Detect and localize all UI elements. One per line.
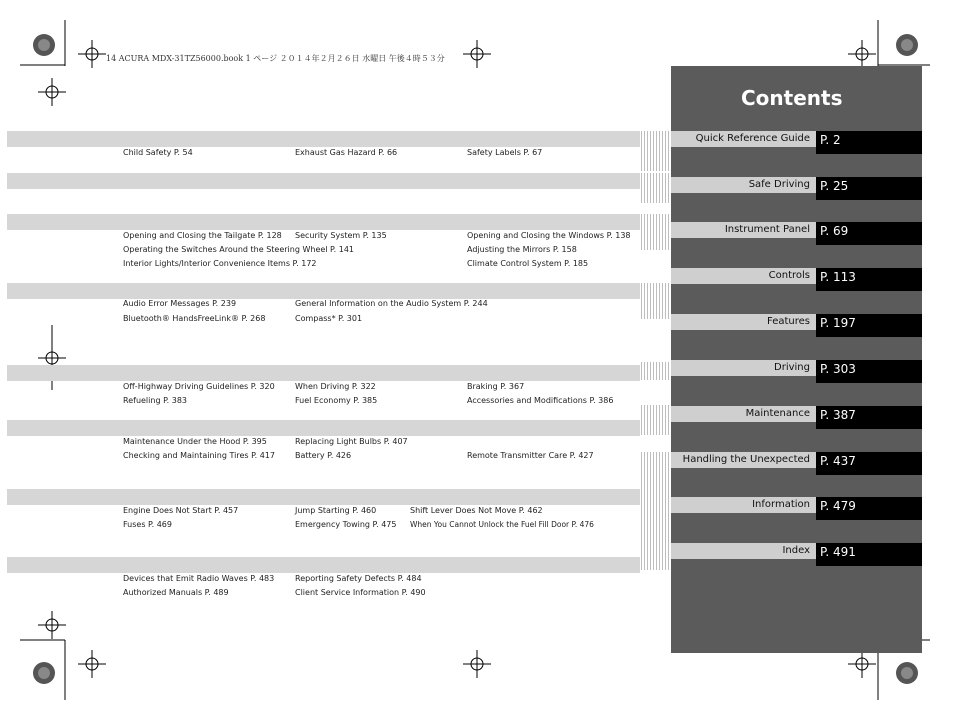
tab-information[interactable] [671, 497, 922, 520]
toc-link[interactable]: When Driving P. 322 [295, 382, 376, 391]
file-header: 14 ACURA MDX-31TZ56000.book 1 ページ ２０１４年２月２６日 水曜日 午後４時５３分 [106, 54, 445, 63]
connector [641, 405, 671, 435]
tab-page: P. 491 [816, 543, 922, 566]
toc-link[interactable]: Battery P. 426 [295, 451, 352, 460]
toc-link[interactable]: Exhaust Gas Hazard P. 66 [295, 148, 398, 157]
tab-handling-the-unexpected[interactable] [671, 452, 922, 475]
toc-link[interactable]: General Information on the Audio System P. 244 [295, 299, 488, 308]
tab-label: Quick Reference Guide [671, 131, 816, 147]
section-bar [7, 214, 640, 230]
connector [641, 214, 671, 250]
toc-link[interactable]: Child Safety P. 54 [123, 148, 193, 157]
tab-page: P. 197 [816, 314, 922, 337]
tab-maintenance[interactable] [671, 406, 922, 429]
contents-title: Contents [741, 86, 843, 110]
toc-link[interactable]: Maintenance Under the Hood P. 395 [123, 437, 267, 446]
toc-link[interactable]: Fuel Economy P. 385 [295, 396, 378, 405]
toc-link[interactable]: Remote Transmitter Care P. 427 [467, 451, 594, 460]
toc-link[interactable]: Operating the Switches Around the Steering Wheel P. 141 [123, 245, 354, 254]
toc-link[interactable]: Opening and Closing the Windows P. 138 [467, 231, 631, 240]
tab-label: Index [671, 543, 816, 559]
tab-label: Controls [671, 268, 816, 284]
toc-link[interactable]: Interior Lights/Interior Convenience Items P. 172 [123, 259, 317, 268]
toc-link[interactable]: Emergency Towing P. 475 [295, 520, 397, 529]
toc-link[interactable]: Jump Starting P. 460 [295, 506, 377, 515]
toc-link[interactable]: Adjusting the Mirrors P. 158 [467, 245, 577, 254]
toc-link[interactable]: Opening and Closing the Tailgate P. 128 [123, 231, 282, 240]
toc-link[interactable]: Authorized Manuals P. 489 [123, 588, 229, 597]
toc-link[interactable]: Replacing Light Bulbs P. 407 [295, 437, 408, 446]
tab-label: Driving [671, 360, 816, 376]
tab-label: Information [671, 497, 816, 513]
toc-link[interactable]: Shift Lever Does Not Move P. 462 [410, 506, 543, 515]
tab-page: P. 479 [816, 497, 922, 520]
toc-link[interactable]: Bluetooth® HandsFreeLink® P. 268 [123, 314, 266, 323]
toc-link[interactable]: Audio Error Messages P. 239 [123, 299, 237, 308]
toc-link[interactable]: Fuses P. 469 [123, 520, 172, 529]
toc-link[interactable]: Braking P. 367 [467, 382, 525, 391]
toc-link[interactable]: Climate Control System P. 185 [467, 259, 589, 268]
toc-link[interactable]: Checking and Maintaining Tires P. 417 [123, 451, 276, 460]
connector [641, 173, 671, 203]
toc-link[interactable]: Off-Highway Driving Guidelines P. 320 [123, 382, 275, 391]
section-bar [7, 365, 640, 381]
section-bar [7, 420, 640, 436]
toc-link[interactable]: Devices that Emit Radio Waves P. 483 [123, 574, 275, 583]
toc-link[interactable]: Security System P. 135 [295, 231, 387, 240]
tab-label: Handling the Unexpected [671, 452, 816, 468]
tab-page: P. 2 [816, 131, 922, 154]
tab-label: Maintenance [671, 406, 816, 422]
toc-link[interactable]: Refueling P. 383 [123, 396, 187, 405]
connector [641, 452, 671, 504]
connector [641, 131, 671, 171]
tab-quick-reference-guide[interactable] [671, 131, 922, 154]
tab-page: P. 387 [816, 406, 922, 429]
toc-link[interactable]: Client Service Information P. 490 [295, 588, 426, 597]
tab-label: Safe Driving [671, 177, 816, 193]
toc-link[interactable]: Engine Does Not Start P. 457 [123, 506, 239, 515]
tab-features[interactable] [671, 314, 922, 337]
tab-page: P. 25 [816, 177, 922, 200]
tab-index[interactable] [671, 543, 922, 566]
tab-page: P. 437 [816, 452, 922, 475]
tab-page: P. 69 [816, 222, 922, 245]
section-bar [7, 283, 640, 299]
tab-controls[interactable] [671, 268, 922, 291]
connector [641, 500, 671, 570]
tab-safe-driving[interactable] [671, 177, 922, 200]
toc-link[interactable]: When You Cannot Unlock the Fuel Fill Door P. 476 [410, 520, 594, 529]
section-bar [7, 489, 640, 505]
toc-link[interactable]: Compass* P. 301 [295, 314, 363, 323]
connector [641, 283, 671, 319]
tab-label: Instrument Panel [671, 222, 816, 238]
section-bar [7, 131, 640, 147]
tab-instrument-panel[interactable] [671, 222, 922, 245]
toc-link[interactable]: Reporting Safety Defects P. 484 [295, 574, 422, 583]
connector [641, 362, 671, 380]
tab-label: Features [671, 314, 816, 330]
toc-link[interactable]: Accessories and Modifications P. 386 [467, 396, 614, 405]
tab-driving[interactable] [671, 360, 922, 383]
section-bar [7, 173, 640, 189]
tab-page: P. 303 [816, 360, 922, 383]
section-bar [7, 557, 640, 573]
tab-page: P. 113 [816, 268, 922, 291]
toc-link[interactable]: Safety Labels P. 67 [467, 148, 543, 157]
